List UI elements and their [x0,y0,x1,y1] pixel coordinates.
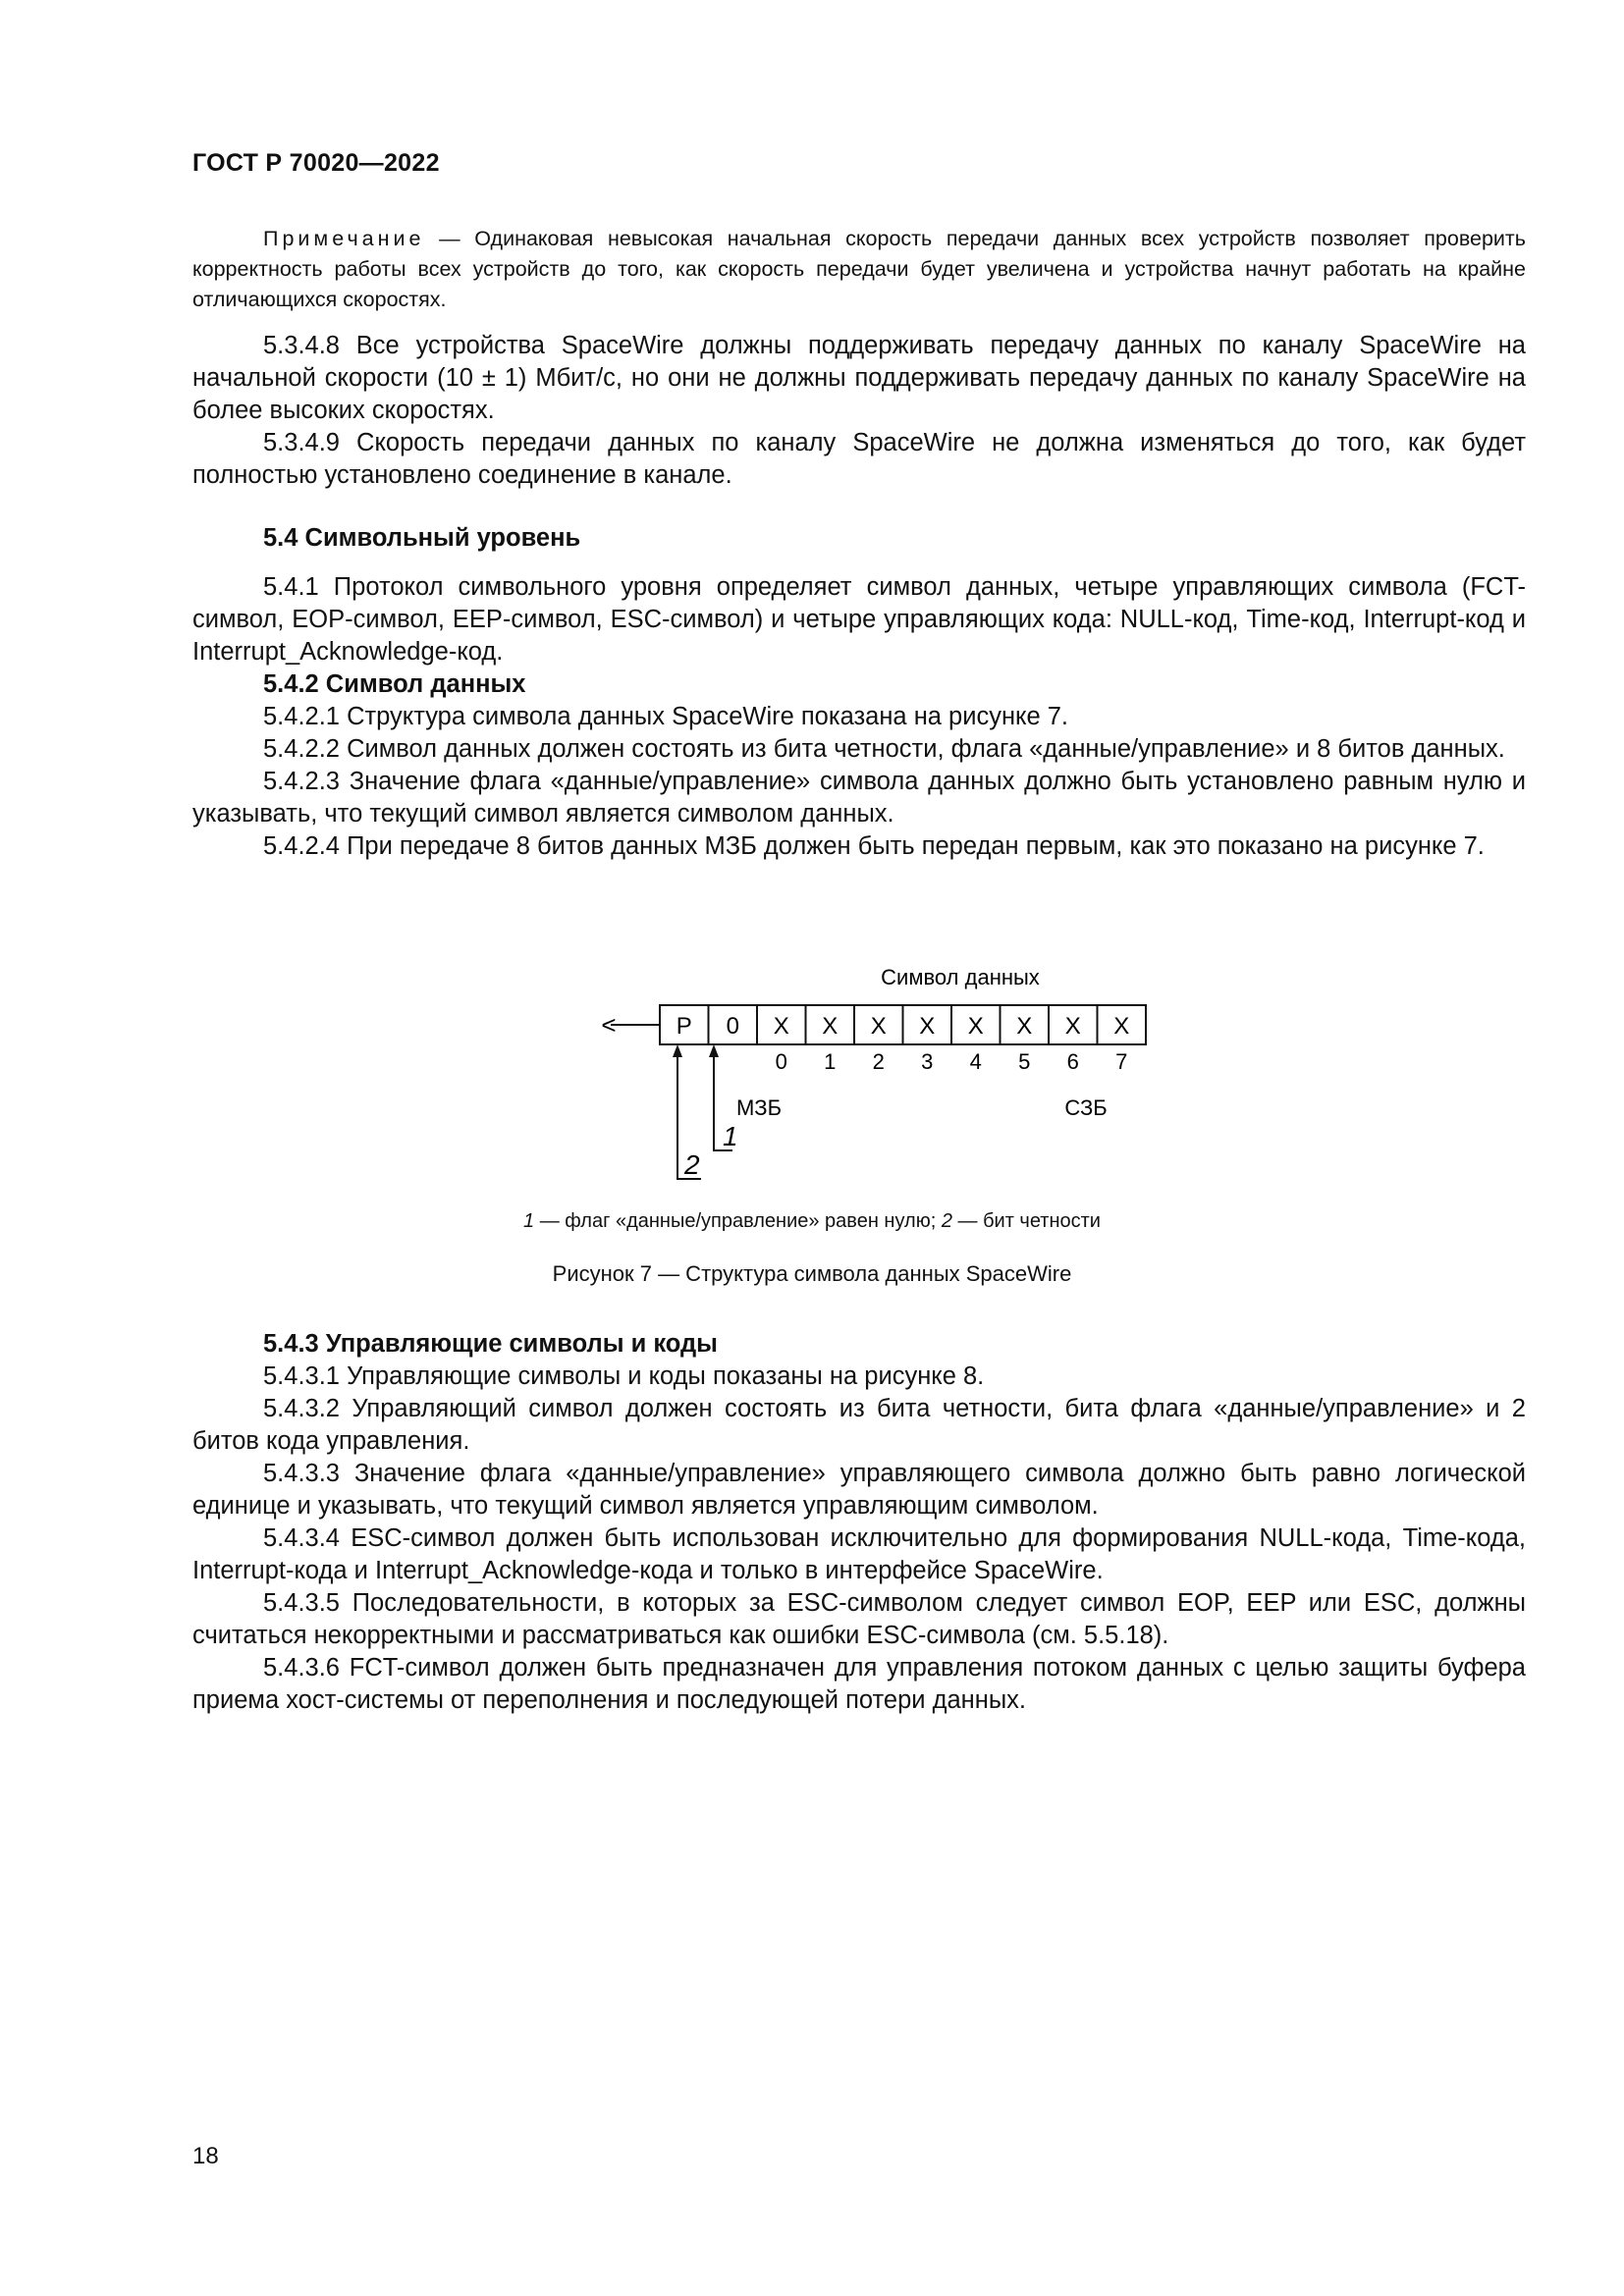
paragraph-5-4-2-1: 5.4.2.1 Структура символа данных SpaceWire показана на рисунке 7. [263,703,1069,730]
bit-cell [709,1005,758,1044]
bit-cell-label: X [773,1013,789,1040]
arrow-head: < [601,1010,617,1040]
note-label: Примечание [263,227,425,250]
paragraph-5-4-3-4: 5.4.3.4 ESC-символ должен быть использован исключительно для формирования NULL-кода, Time-кода, Interrupt-кода и Interrupt_Acknowledge-кода и только в интерфейсе SpaceWire. [192,1524,1526,1584]
document-header: ГОСТ Р 70020—2022 [192,149,440,177]
bit-cell-label: X [1016,1013,1033,1040]
bit-cell-label: P [676,1013,692,1040]
bit-number: 2 [872,1049,885,1074]
bit-number: 7 [1115,1049,1128,1074]
paragraph-5-4-3-1: 5.4.3.1 Управляющие символы и коды показаны на рисунке 8. [263,1362,985,1390]
bit-cell-label: X [1113,1013,1130,1040]
page-number: 18 [192,2143,219,2169]
paragraph-5-4-1: 5.4.1 Протокол символьного уровня определяет символ данных, четыре управляющих символа (FCT-символ, EOP-символ, EEP-символ, ESC-символ) и четыре управляющих кода: NULL-код, Time-код, Interrupt-код и Interrupt_Acknowledge-код. [192,573,1526,666]
callout-line-1 [714,1056,732,1150]
bit-cell [1001,1005,1050,1044]
lsb-label: МЗБ [735,1095,783,1120]
bit-cell-label: X [1064,1013,1081,1040]
callout-arrow-2 [673,1044,682,1057]
heading-5-4: 5.4 Символьный уровень [263,524,581,552]
legend-number-2: 2 [941,1210,952,1232]
bit-cell [903,1005,952,1044]
bit-cell [660,1005,709,1044]
bit-cell [951,1005,1001,1044]
callout-number-2: 2 [684,1149,700,1180]
figure-caption: Рисунок 7 — Структура символа данных SpaceWire [552,1261,1072,1286]
paragraph-5-4-3-2: 5.4.3.2 Управляющий символ должен состоять из бита четности, бита флага «данные/управление» и 2 битов кода управления. [192,1395,1526,1455]
heading-5-4-2: 5.4.2 Символ данных [263,670,526,698]
paragraph-5-3-4-8: 5.3.4.8 Все устройства SpaceWire должны поддерживать передачу данных по каналу SpaceWire на начальной скорости (10 ± 1) Мбит/с, но они не должны поддерживать передачу данных по каналу SpaceWire на более высоких скоростях. [192,332,1526,424]
paragraph-5-4-3-5: 5.4.3.5 Последовательности, в которых за ESC-символом следует символ EOP, EEP или ESC, должны считаться некорректными и рассматриваться как ошибки ESC-символа (см. 5.5.18). [192,1589,1526,1649]
bit-cell [757,1005,806,1044]
callout-arrow-1 [709,1044,719,1057]
paragraph-5-3-4-9: 5.3.4.9 Скорость передачи данных по каналу SpaceWire не должна изменяться до того, как будет полностью установлено соединение в канале. [192,429,1526,489]
msb-label: СЗБ [1064,1095,1108,1120]
bit-cell-label: X [870,1013,887,1040]
callout-number-1: 1 [723,1121,738,1151]
section-5-4-3 [192,1328,1526,1717]
bit-cell-label: X [967,1013,984,1040]
paragraph-5-4-2-3: 5.4.2.3 Значение флага «данные/управление» символа данных должно быть установлено равным нулю и указывать, что текущий символ является символом данных. [192,768,1526,828]
legend-number-1: 1 [523,1210,535,1232]
paragraph-5-4-2-2: 5.4.2.2 Символ данных должен состоять из бита четности, флага «данные/управление» и 8 битов данных. [263,735,1505,763]
callout-line-2 [677,1056,701,1179]
bit-cell [806,1005,855,1044]
figure-legend [0,1210,1624,1233]
section-5-4-1 [192,571,1526,863]
section-5-3-4 [192,330,1526,492]
bit-number: 5 [1018,1049,1031,1074]
bit-cell-label: X [822,1013,839,1040]
bit-cell-label: X [919,1013,936,1040]
legend-text-1: — флаг «данные/управление» равен нулю; [534,1210,942,1232]
bit-number: 1 [824,1049,837,1074]
bit-cell [854,1005,903,1044]
paragraph-5-4-2-4: 5.4.2.4 При передаче 8 битов данных МЗБ должен быть передан первым, как это показано на рисунке 7. [263,832,1485,860]
bit-cell [1098,1005,1147,1044]
bit-number: 0 [775,1049,787,1074]
figure-title: Символ данных [881,965,1040,989]
bit-number: 3 [921,1049,934,1074]
paragraph-5-4-3-3: 5.4.3.3 Значение флага «данные/управление» управляющего символа должно быть равно логической единице и указывать, что текущий символ является управляющим символом. [192,1460,1526,1520]
heading-5-4-3: 5.4.3 Управляющие символы и коды [263,1330,718,1358]
note-text: — Одинаковая невысокая начальная скорость передачи данных всех устройств позволяет проверить корректность работы всех устройств до того, как скорость передачи будет увеличена и устройства начнут работать на крайне отличающихся скоростях. [192,227,1526,311]
bit-cell-label: 0 [726,1013,739,1040]
legend-text-2: — бит четности [951,1210,1101,1232]
bit-number: 4 [969,1049,982,1074]
bit-cell [1049,1005,1098,1044]
bit-number: 6 [1066,1049,1079,1074]
paragraph-5-4-3-6: 5.4.3.6 FCT-символ должен быть предназначен для управления потоком данных с целью защиты буфера приема хост-системы от переполнения и последующей потери данных. [192,1654,1526,1714]
note-paragraph [192,224,1526,315]
section-5-4 [192,522,1526,555]
